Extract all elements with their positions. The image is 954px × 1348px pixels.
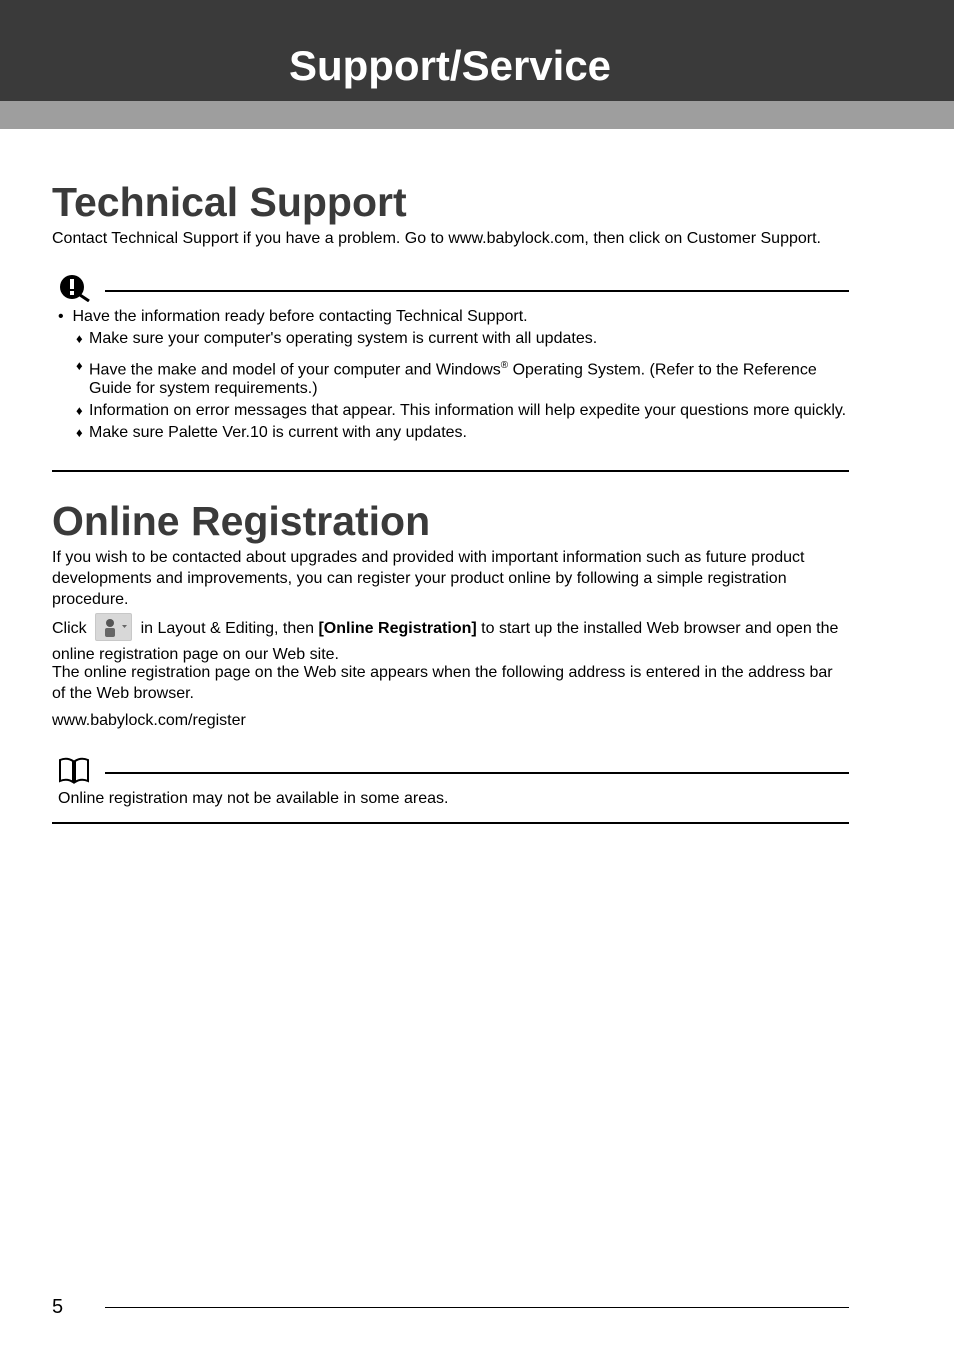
address-note: The online registration page on the Web site appears when the following address is entered in the address bar of the Web browser.: [52, 664, 833, 702]
list-item: ♦ Make sure your computer's operating system is current with all updates.: [76, 330, 598, 347]
note-bullet: • Have the information ready before contacting Technical Support.: [58, 308, 528, 325]
technical-support-intro: Contact Technical Support if you have a problem. Go to www.babylock.com, then click on Customer Support.: [52, 230, 821, 247]
technical-support-heading: Technical Support: [52, 179, 407, 225]
registration-url: www.babylock.com/register: [52, 712, 246, 729]
user-registration-icon[interactable]: [95, 613, 132, 641]
click-instruction: Click in Layout & Editing, then [Online Registration] to start up the installed Web browser and open the online registration page on our Web site.: [52, 615, 852, 667]
important-icon: [58, 274, 92, 302]
list-item: ♦ Have the make and model of your computer and Windows® Operating System. (Refer to the Reference Guide for system requirements.): [76, 358, 817, 398]
header-subband: [0, 101, 954, 129]
list-item: ♦ Make sure Palette Ver.10 is current with any updates.: [76, 424, 467, 442]
memo-bottom-rule: [52, 822, 849, 824]
page-title: Support/Service: [288, 42, 612, 89]
memo-top-rule: [105, 772, 849, 774]
book-icon: [58, 756, 90, 784]
online-registration-intro: If you wish to be contacted about upgrades and provided with important information such as future product developments and improvements, you can register your product online by following a simple registration procedure.: [52, 549, 805, 608]
online-registration-heading: Online Registration: [52, 498, 431, 544]
page-number: 5: [52, 1296, 64, 1318]
note-bottom-rule: [52, 470, 849, 472]
note-top-rule: [105, 290, 849, 292]
requirements-list: [76, 329, 849, 442]
footer-rule: [105, 1307, 849, 1308]
memo-text: Online registration may not be available in some areas.: [58, 790, 449, 807]
list-item: ♦ Information on error messages that appear. This information will help expedite your questions more quickly.: [76, 402, 847, 420]
